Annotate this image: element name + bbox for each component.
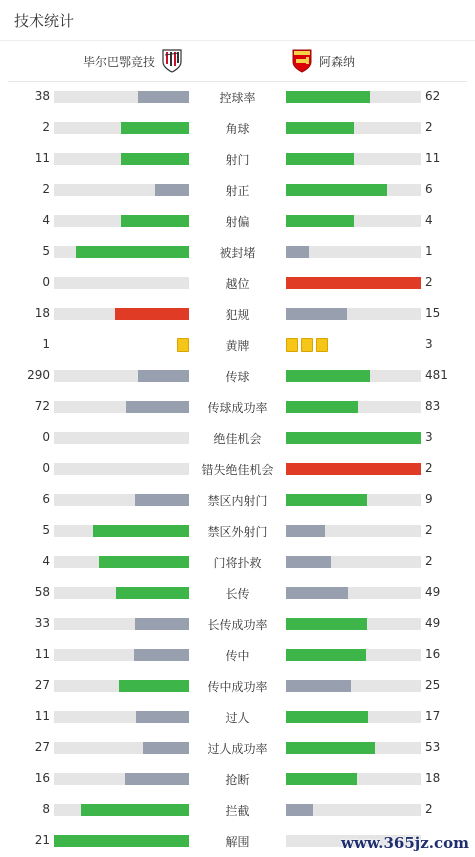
watermark: www.365jz.com <box>341 834 469 852</box>
home-stat-value: 11 <box>34 647 50 661</box>
away-stat-value: 2 <box>425 120 433 134</box>
away-stat-value: 6 <box>425 182 433 196</box>
home-stat-bar <box>135 618 189 630</box>
stat-label: 过人 <box>225 711 250 725</box>
away-stat-bar-track <box>286 91 421 103</box>
away-stat-value: 3 <box>425 337 433 351</box>
home-stat-bar-track <box>54 308 189 320</box>
away-stat-value: 49 <box>425 585 441 599</box>
away-stat-value: 15 <box>425 306 441 320</box>
stat-row <box>0 763 475 794</box>
away-stat-bar <box>286 525 325 537</box>
home-stat-value: 2 <box>42 120 50 134</box>
away-stat-bar-track <box>286 277 421 289</box>
home-stat-bar <box>99 556 189 568</box>
stat-label: 传中成功率 <box>207 680 268 694</box>
home-stat-bar-track <box>54 91 189 103</box>
away-stat-bar-track <box>286 401 421 413</box>
home-stat-value: 6 <box>42 492 50 506</box>
away-stat-bar-track <box>286 525 421 537</box>
home-yellow-cards <box>177 338 189 351</box>
away-stat-bar <box>286 494 367 506</box>
home-stat-value: 33 <box>34 616 50 630</box>
away-stat-bar <box>286 773 357 785</box>
away-stat-bar-track <box>286 432 421 444</box>
stat-row <box>0 701 475 732</box>
home-stat-value: 2 <box>42 182 50 196</box>
home-stat-bar-track <box>54 122 189 134</box>
home-stat-bar-track <box>54 277 189 289</box>
away-stat-value: 83 <box>425 399 441 413</box>
away-stat-bar <box>286 742 375 754</box>
home-stat-bar <box>143 742 189 754</box>
stat-row <box>0 174 475 205</box>
home-stat-bar <box>76 246 189 258</box>
away-stat-bar-track <box>286 680 421 692</box>
away-stat-value: 16 <box>425 647 441 661</box>
stat-row <box>0 453 475 484</box>
home-stat-value: 8 <box>42 802 50 816</box>
home-stat-bar-track <box>54 432 189 444</box>
stat-row <box>0 205 475 236</box>
away-stat-bar <box>286 680 351 692</box>
away-stat-bar-track <box>286 773 421 785</box>
arsenal-crest-icon <box>291 48 313 74</box>
away-stat-bar-track <box>286 246 421 258</box>
home-stat-value: 0 <box>42 430 50 444</box>
home-stat-bar-track <box>54 804 189 816</box>
home-stat-value: 18 <box>34 306 50 320</box>
stat-label: 传球成功率 <box>207 401 268 415</box>
stat-row <box>0 608 475 639</box>
stat-row <box>0 639 475 670</box>
home-stat-bar-track <box>54 773 189 785</box>
away-stat-bar <box>286 277 421 289</box>
stat-row <box>0 546 475 577</box>
away-stat-bar-track <box>286 494 421 506</box>
away-stat-bar-track <box>286 308 421 320</box>
away-stat-value: 9 <box>425 492 433 506</box>
home-stat-bar <box>54 835 189 847</box>
home-stat-value: 5 <box>42 523 50 537</box>
away-stat-value: 2 <box>425 461 433 475</box>
home-stat-bar-track <box>54 556 189 568</box>
away-stat-bar <box>286 91 370 103</box>
stat-label: 射偏 <box>225 215 250 229</box>
home-stat-bar <box>93 525 189 537</box>
home-stat-bar <box>135 494 189 506</box>
away-yellow-cards <box>286 338 328 351</box>
home-stat-value: 4 <box>42 213 50 227</box>
stat-label: 门将扑救 <box>213 556 262 570</box>
stat-label: 错失绝佳机会 <box>201 463 274 477</box>
home-stat-value: 27 <box>34 678 50 692</box>
stat-label: 长传 <box>225 587 250 601</box>
stat-label: 禁区外射门 <box>207 525 268 539</box>
home-stat-bar-track <box>54 401 189 413</box>
away-stat-bar <box>286 153 354 165</box>
home-stat-bar-track <box>54 587 189 599</box>
yellow-card-icon <box>286 338 298 352</box>
stat-label: 犯规 <box>225 308 250 322</box>
away-stat-bar <box>286 556 331 568</box>
stat-row <box>0 298 475 329</box>
home-stat-bar <box>115 308 189 320</box>
away-stat-bar <box>286 184 387 196</box>
home-stat-bar-track <box>54 711 189 723</box>
stat-row <box>0 81 475 112</box>
stat-label: 过人成功率 <box>207 742 268 756</box>
away-stat-bar <box>286 401 358 413</box>
stat-label: 长传成功率 <box>207 618 268 632</box>
home-stat-bar-track <box>54 215 189 227</box>
away-stat-value: 18 <box>425 771 441 785</box>
stat-label: 越位 <box>225 277 250 291</box>
away-stat-value: 62 <box>425 89 441 103</box>
away-stat-bar-track <box>286 649 421 661</box>
stat-label: 传中 <box>225 649 250 663</box>
away-team-name: 阿森纳 <box>319 54 356 69</box>
home-stat-value: 0 <box>42 461 50 475</box>
away-stat-value: 2 <box>425 802 433 816</box>
away-stat-bar-track <box>286 711 421 723</box>
away-stat-bar <box>286 246 309 258</box>
stat-label: 传球 <box>225 370 250 384</box>
home-team[interactable] <box>83 41 183 81</box>
home-stat-bar-track <box>54 246 189 258</box>
home-stat-value: 11 <box>34 709 50 723</box>
stat-row <box>0 391 475 422</box>
home-stat-value: 0 <box>42 275 50 289</box>
home-stat-bar-track <box>54 835 189 847</box>
athletic-bilbao-crest-icon <box>161 48 183 74</box>
away-stat-bar-track <box>286 618 421 630</box>
home-stat-bar <box>121 122 189 134</box>
away-stat-bar <box>286 122 354 134</box>
away-stat-value: 4 <box>425 213 433 227</box>
home-stat-bar <box>155 184 189 196</box>
stat-row <box>0 732 475 763</box>
away-stat-bar <box>286 432 421 444</box>
home-stat-value: 1 <box>42 337 50 351</box>
stat-row <box>0 236 475 267</box>
away-stat-value: 2 <box>425 554 433 568</box>
away-stat-value: 25 <box>425 678 441 692</box>
away-stat-bar <box>286 587 348 599</box>
away-stat-bar-track <box>286 587 421 599</box>
home-stat-bar-track <box>54 463 189 475</box>
away-stat-bar <box>286 649 366 661</box>
stat-row <box>0 360 475 391</box>
away-stat-bar <box>286 463 421 475</box>
stat-label: 控球率 <box>219 91 256 105</box>
stat-label: 绝佳机会 <box>213 432 262 446</box>
home-stat-value: 290 <box>27 368 50 382</box>
away-stat-value: 11 <box>425 151 441 165</box>
stat-label: 射正 <box>225 184 250 198</box>
away-stat-bar-track <box>286 370 421 382</box>
teams-row <box>8 41 467 82</box>
home-stat-bar <box>121 215 189 227</box>
stat-row <box>0 515 475 546</box>
stat-label: 抢断 <box>225 773 250 787</box>
away-stat-bar-track <box>286 556 421 568</box>
stat-row <box>0 794 475 825</box>
page-header <box>0 0 475 41</box>
home-stat-bar <box>138 91 189 103</box>
home-stat-bar <box>81 804 189 816</box>
stat-row <box>0 112 475 143</box>
away-stat-value: 481 <box>425 368 448 382</box>
away-stat-value: 3 <box>425 430 433 444</box>
home-stat-bar <box>134 649 189 661</box>
away-stat-bar <box>286 804 313 816</box>
away-stat-value: 1 <box>425 244 433 258</box>
stat-row <box>0 267 475 298</box>
away-stat-bar-track <box>286 122 421 134</box>
away-stat-bar-track <box>286 742 421 754</box>
home-stat-bar-track <box>54 680 189 692</box>
away-stat-bar <box>286 308 347 320</box>
home-stat-bar <box>119 680 189 692</box>
home-stat-bar <box>138 370 189 382</box>
home-stat-bar <box>116 587 189 599</box>
stat-label: 被封堵 <box>219 246 256 260</box>
home-stat-value: 5 <box>42 244 50 258</box>
stat-label: 角球 <box>225 122 250 136</box>
home-stat-bar-track <box>54 649 189 661</box>
home-stat-value: 27 <box>34 740 50 754</box>
page-title: 技术统计 <box>14 11 75 30</box>
home-stat-value: 21 <box>34 833 50 847</box>
home-team-name: 毕尔巴鄂竞技 <box>82 54 155 69</box>
away-stat-value: 17 <box>425 709 441 723</box>
home-stat-value: 4 <box>42 554 50 568</box>
away-stat-bar <box>286 618 367 630</box>
away-stat-value: 2 <box>425 523 433 537</box>
home-stat-bar <box>136 711 189 723</box>
stat-label: 拦截 <box>225 804 250 818</box>
home-stat-bar <box>121 153 189 165</box>
stat-label: 黄牌 <box>225 339 250 353</box>
stat-label: 射门 <box>225 153 250 167</box>
home-stat-bar <box>126 401 189 413</box>
away-stat-bar <box>286 711 368 723</box>
stat-label: 解围 <box>225 835 250 849</box>
away-stat-bar-track <box>286 184 421 196</box>
home-stat-bar-track <box>54 370 189 382</box>
stat-row <box>0 143 475 174</box>
yellow-card-icon <box>301 338 313 352</box>
home-stat-bar-track <box>54 525 189 537</box>
stat-label: 禁区内射门 <box>207 494 268 508</box>
away-stat-value: 49 <box>425 616 441 630</box>
away-stat-bar <box>286 215 354 227</box>
home-stat-bar-track <box>54 153 189 165</box>
home-stat-bar-track <box>54 618 189 630</box>
home-stat-bar-track <box>54 494 189 506</box>
stat-row <box>0 670 475 701</box>
home-stat-value: 16 <box>34 771 50 785</box>
away-stat-bar-track <box>286 153 421 165</box>
away-team[interactable] <box>291 41 355 81</box>
home-stat-bar-track <box>54 184 189 196</box>
away-stat-bar-track <box>286 215 421 227</box>
stat-row <box>0 329 475 360</box>
stat-row <box>0 422 475 453</box>
stat-row <box>0 484 475 515</box>
home-stat-bar-track <box>54 742 189 754</box>
away-stat-bar <box>286 370 370 382</box>
home-stat-value: 72 <box>34 399 50 413</box>
away-stat-bar-track <box>286 804 421 816</box>
home-stat-value: 11 <box>34 151 50 165</box>
away-stat-value: 2 <box>425 275 433 289</box>
yellow-card-icon <box>177 338 189 352</box>
home-stat-bar <box>125 773 189 785</box>
stats-list <box>0 81 475 856</box>
yellow-card-icon <box>316 338 328 352</box>
away-stat-value: 53 <box>425 740 441 754</box>
home-stat-value: 38 <box>34 89 50 103</box>
home-stat-value: 58 <box>34 585 50 599</box>
away-stat-bar-track <box>286 463 421 475</box>
stat-row <box>0 577 475 608</box>
